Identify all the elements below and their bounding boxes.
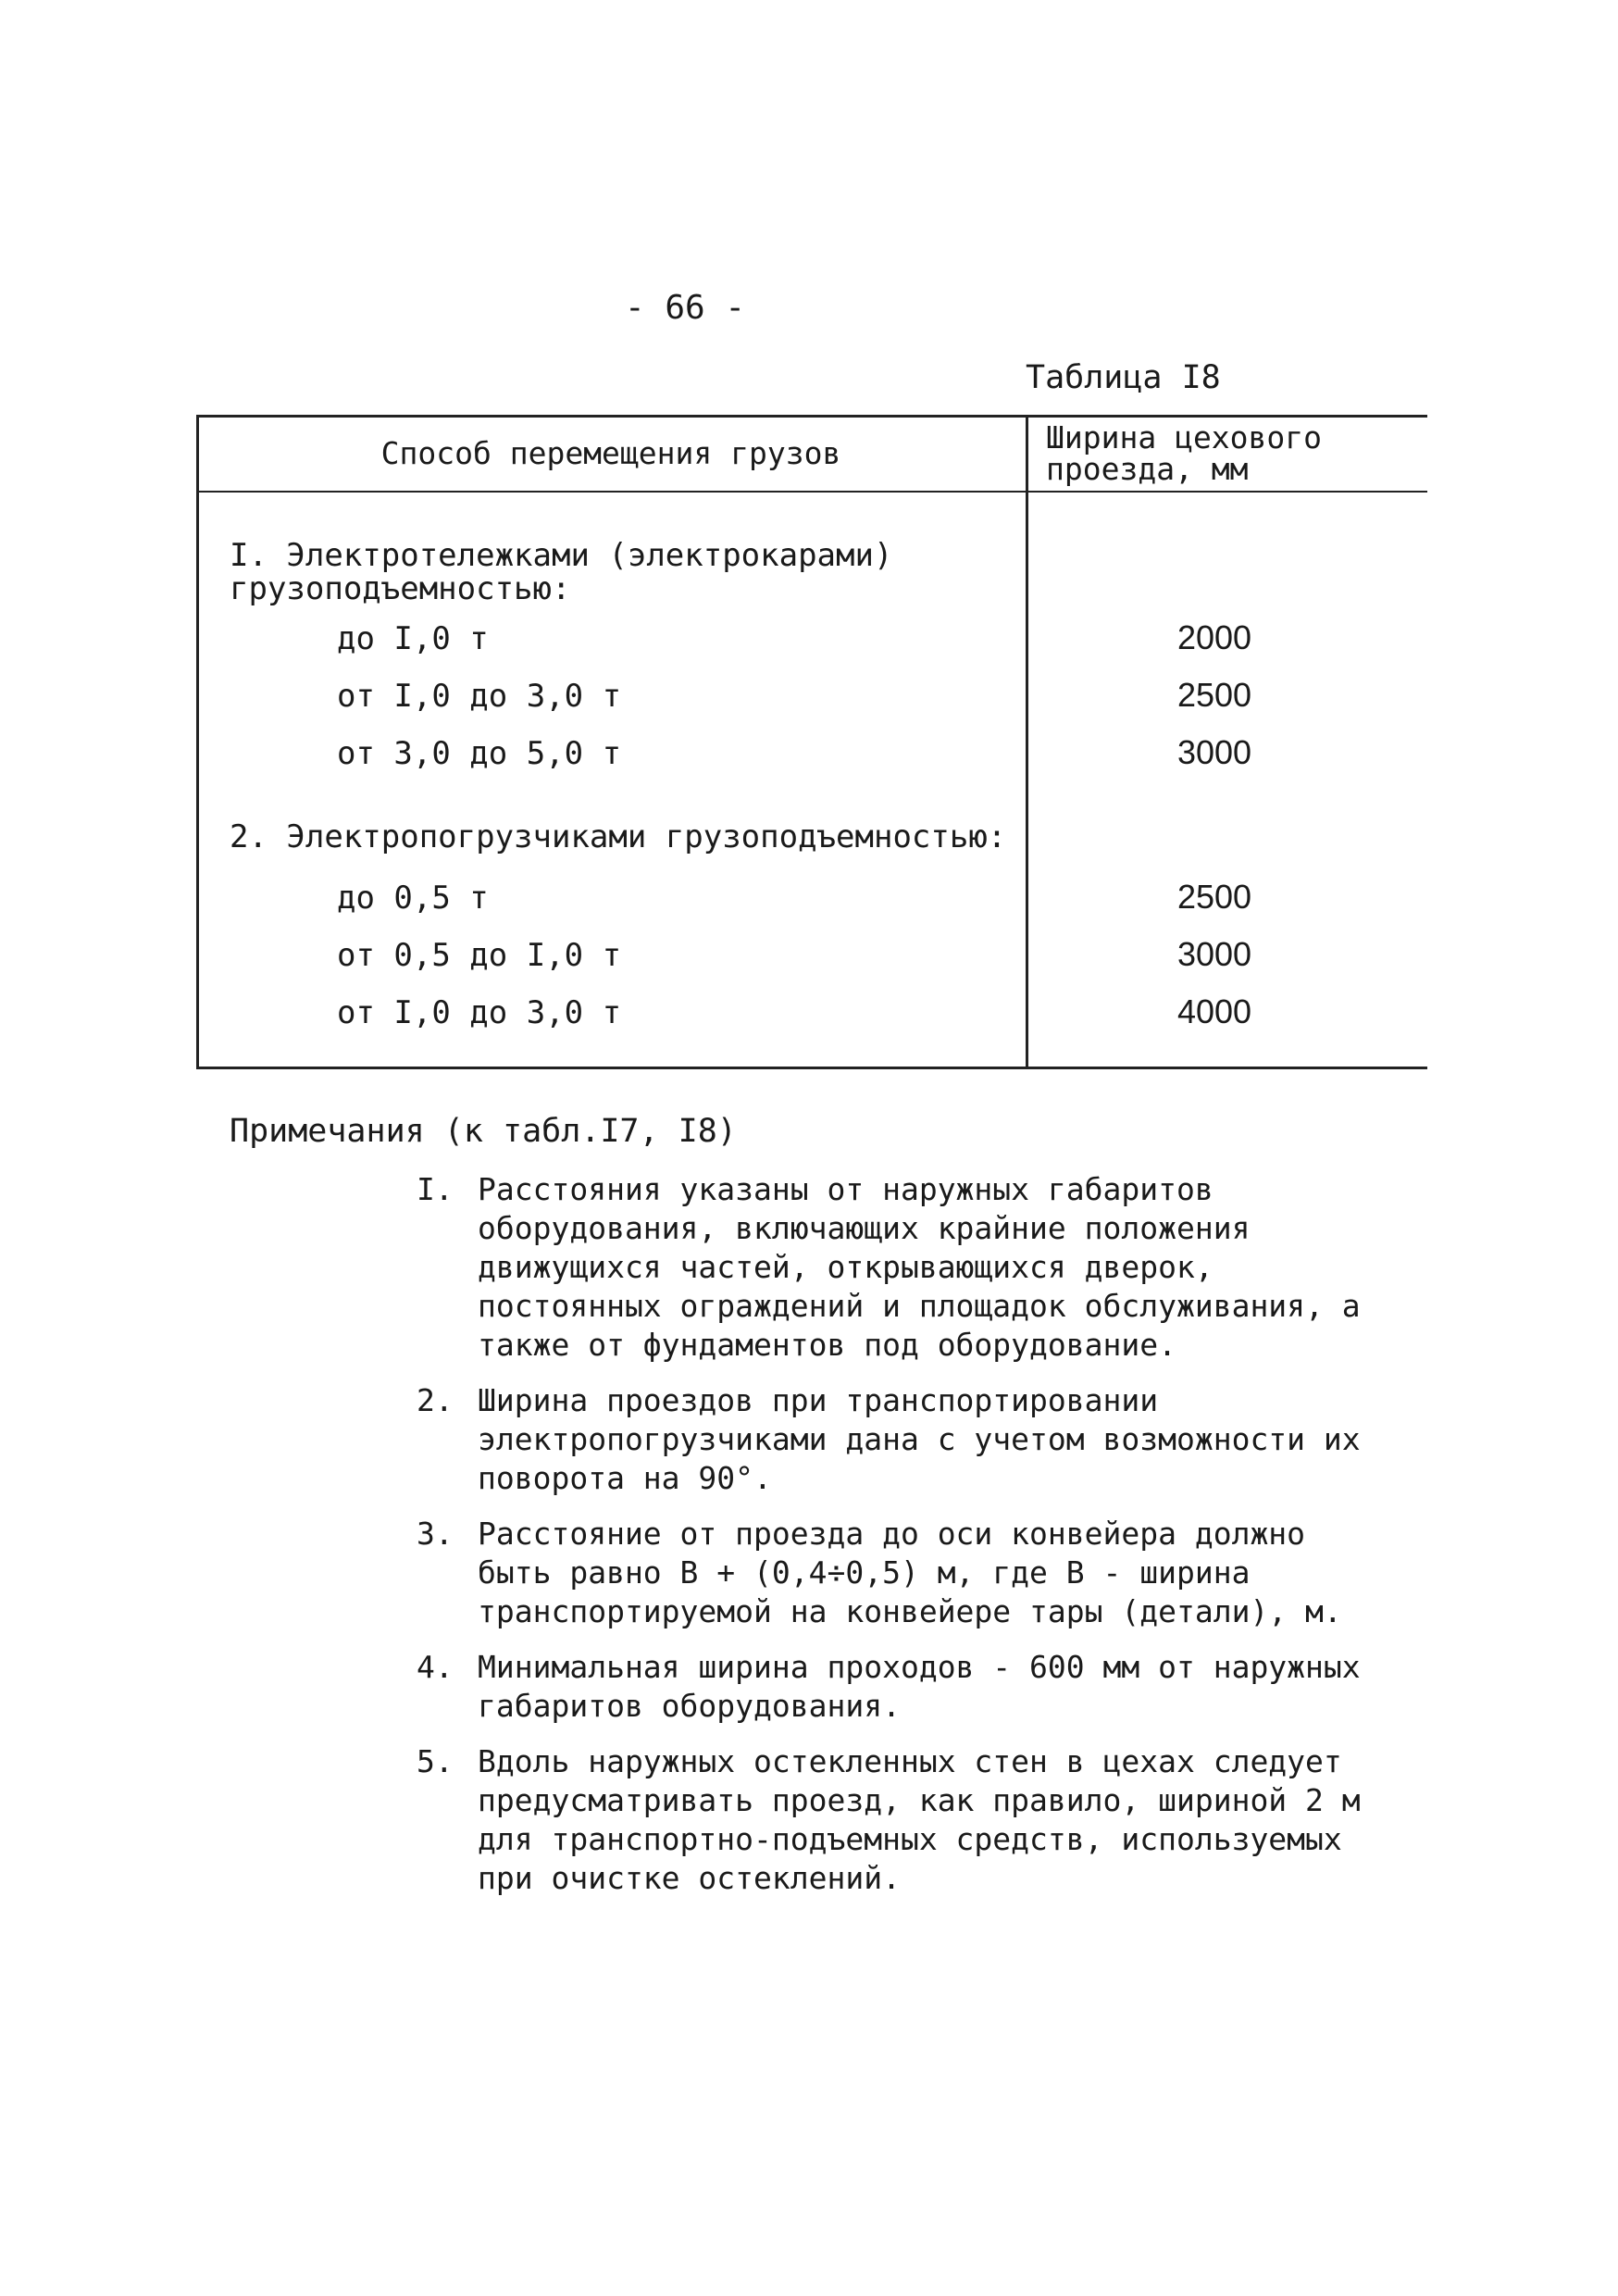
note-text: Минимальная ширина проходов - 600 мм от наружных габаритов оборудования. [478,1649,1361,1724]
column-header-width: Ширина цехового проезда, мм [1046,419,1323,487]
group-title: I. Электротележками (электрокарами) грузоподъемностью: [230,537,893,607]
table-bottom-rule [196,1067,1427,1069]
row-value: 4000 [1176,992,1252,1030]
row-value: 3000 [1176,733,1252,771]
group-title: 2. Электропогрузчиками грузоподъемностью: [230,818,1007,855]
note-number: 5. [417,1743,454,1779]
row-value: 2500 [1176,676,1252,714]
note-item [417,1381,1370,1498]
note-item [417,1742,1370,1898]
row-label: от 0,5 до I,0 т [337,937,622,974]
row-label: от 3,0 до 5,0 т [337,735,622,772]
row-value: 3000 [1176,935,1252,973]
note-text: Ширина проездов при транспортировании электропогрузчиками дана с учетом возможности их поворота на 90°. [478,1382,1361,1496]
note-number: 4. [417,1649,454,1685]
row-value: 2000 [1176,618,1252,656]
note-item [417,1170,1370,1365]
note-item [417,1648,1370,1726]
note-number: 2. [417,1382,454,1418]
notes-list [417,1170,1370,1915]
table-header-rule [196,491,1427,493]
note-number: 3. [417,1516,454,1552]
table-column-divider [1026,415,1028,1068]
page-number: - 66 - [624,289,746,327]
notes-title: Примечания (к табл.I7, I8) [230,1113,737,1150]
table-left-rule [196,415,199,1068]
data-table [196,415,1427,1070]
note-item [417,1515,1370,1631]
note-text: Расстояние от проезда до оси конвейера должно быть равно В + (0,4÷0,5) м, где В - ширина транспортируемой на конвейере тары (детали), м. [478,1516,1342,1629]
row-label: от I,0 до 3,0 т [337,994,622,1031]
row-value: 2500 [1176,878,1252,916]
table-top-rule [196,415,1427,418]
note-text: Вдоль наружных остекленных стен в цехах следует предусматривать проезд, как правило, шириной 2 м для транспортно-подъемных средств, используемых при очистке остеклений. [478,1743,1361,1896]
column-header-method: Способ перемещения грузов [380,435,841,471]
table-label: Таблица I8 [1026,359,1221,396]
row-label: до I,0 т [337,620,489,657]
note-text: Расстояния указаны от наружных габаритов оборудования, включающих крайние положения движущихся частей, открывающихся дверок, постоянных ограждений и площадок обслуживания, а также от фундаментов под оборудование. [478,1171,1361,1363]
row-label: от I,0 до 3,0 т [337,678,622,715]
note-number: I. [417,1171,454,1207]
row-label: до 0,5 т [337,880,489,917]
